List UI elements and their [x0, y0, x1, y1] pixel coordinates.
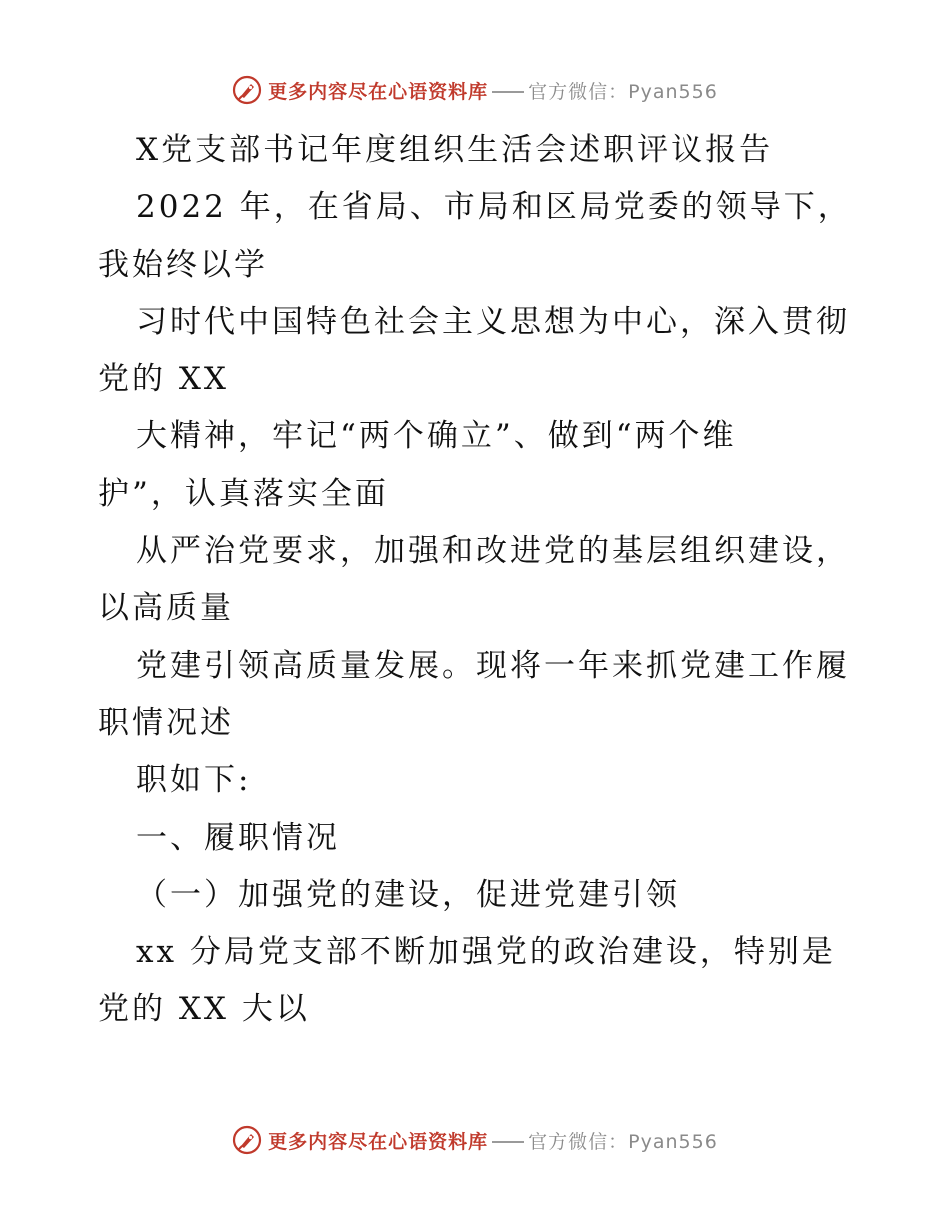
- banner-main-text: 更多内容尽在心语资料库: [268, 1130, 489, 1153]
- banner-secondary-text: 官方微信：Pyan556: [528, 1130, 718, 1153]
- banner-secondary-text: 官方微信：Pyan556: [528, 80, 718, 103]
- document-title: X党支部书记年度组织生活会述职评议报告: [136, 132, 774, 168]
- subsection-heading: （一）加强党的建设，促进党建引领: [136, 876, 680, 913]
- pen-nib-logo-icon: [232, 1125, 262, 1155]
- paragraph-line: 我始终以学: [98, 246, 268, 283]
- paragraph-line: xx 分局党支部不断加强党的政治建设，特别是: [136, 934, 836, 971]
- paragraph-line: 护”，认真落实全面: [98, 475, 389, 512]
- footer-banner: [0, 1120, 950, 1160]
- paragraph-line: 职情况述: [98, 704, 234, 741]
- paragraph-line: 以高质量: [98, 590, 234, 627]
- paragraph-line: 职如下:: [136, 762, 252, 799]
- paragraph-line: 党的 XX 大以: [98, 991, 310, 1028]
- paragraph-line: 从严治党要求，加强和改进党的基层组织建设，: [136, 533, 850, 570]
- paragraph-line: 习时代中国特色社会主义思想为中心，深入贯彻: [136, 303, 850, 340]
- paragraph-line: 大精神，牢记“两个确立”、做到“两个维: [136, 418, 737, 455]
- header-banner: [0, 70, 950, 110]
- paragraph-line: 党的 XX: [98, 361, 229, 398]
- paragraph-line: 党建引领高质量发展。现将一年来抓党建工作履: [136, 647, 850, 684]
- section-heading: 一、履职情况: [136, 819, 340, 856]
- document-body: [98, 122, 858, 1039]
- pen-nib-logo-icon: [232, 75, 262, 105]
- banner-main-text: 更多内容尽在心语资料库: [268, 80, 489, 103]
- banner-text: [268, 1127, 718, 1154]
- banner-text: [268, 77, 718, 104]
- paragraph-line: 2022 年，在省局、市局和区局党委的领导下，: [136, 189, 852, 226]
